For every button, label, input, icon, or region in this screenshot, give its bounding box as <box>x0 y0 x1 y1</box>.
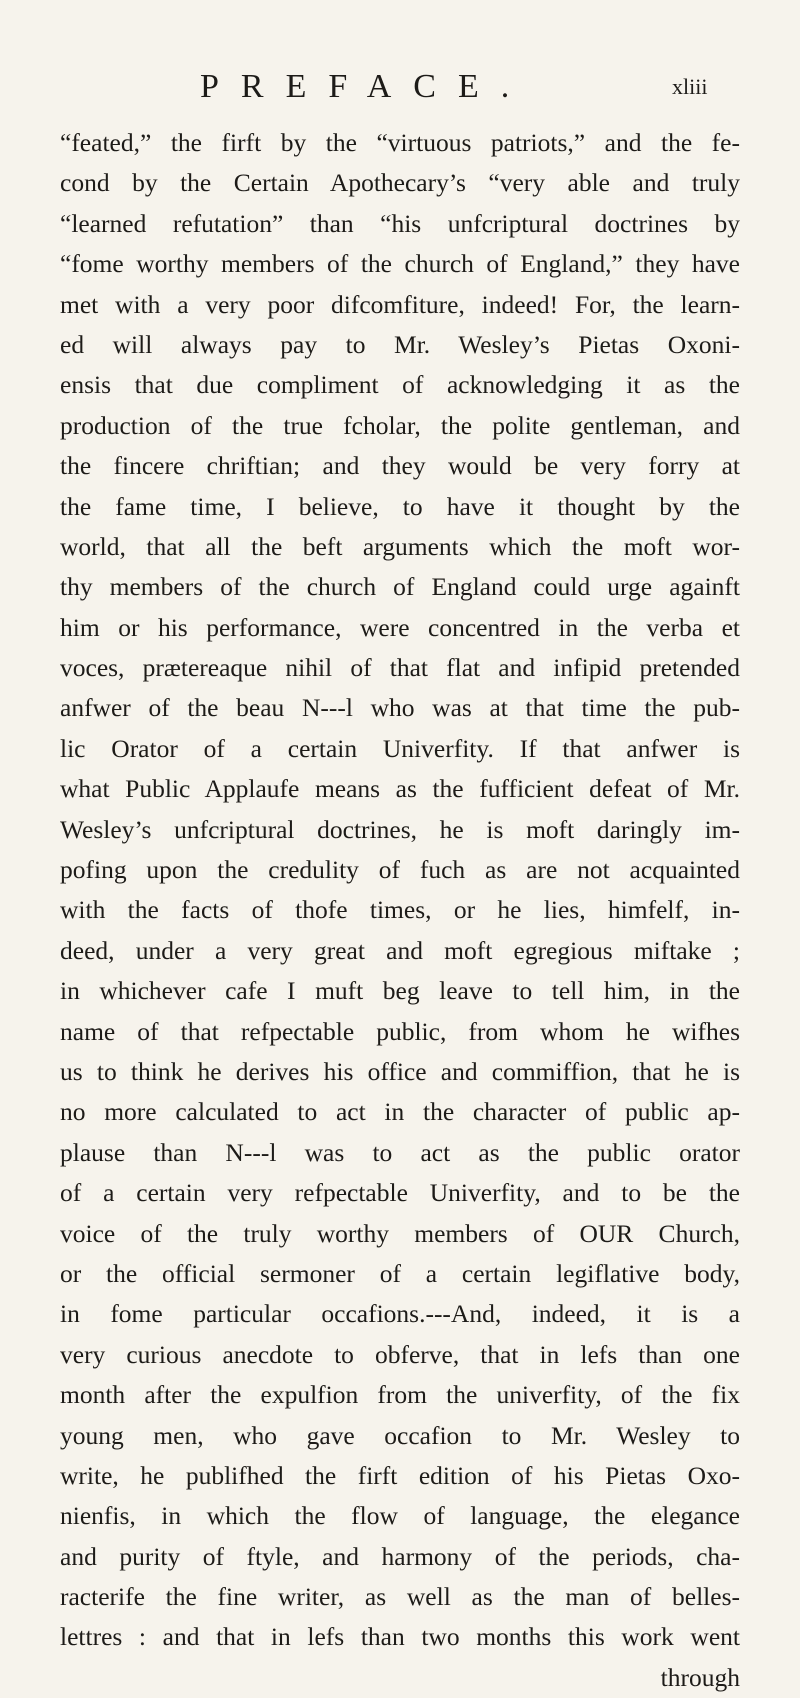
text-line: lettres : and that in lefs than two months this work went <box>60 1622 740 1652</box>
text-line: “feated,” the firft by the “virtuous patriots,” and the fe- <box>60 128 740 157</box>
text-line: young men, who gave occafion to Mr. Wesley to <box>60 1420 740 1450</box>
text-line: us to think he derives his office and commiffion, that he is <box>60 1056 740 1086</box>
text-line: lic Orator of a certain Univerfity. If that anfwer is <box>60 733 740 763</box>
text-line: with the facts of thofe times, or he lies, himfelf, in- <box>60 895 740 925</box>
running-head <box>200 68 760 104</box>
text-line: anfwer of the beau N---l who was at that time the pub- <box>60 693 740 723</box>
text-line: pofing upon the credulity of fuch as are not acquainted <box>60 855 740 885</box>
text-line: nienfis, in which the flow of language, the elegance <box>60 1501 740 1531</box>
text-line: ensis that due compliment of acknowledging it as the <box>60 370 740 400</box>
text-line: “learned refutation” than “his unfcriptural doctrines by <box>60 208 740 238</box>
text-line: deed, under a very great and moft egregious miftake ; <box>60 935 740 965</box>
catchword: through <box>660 1662 740 1692</box>
text-line: in fome particular occafions.---And, indeed, it is a <box>60 1299 740 1329</box>
text-line: voice of the truly worthy members of OUR Church, <box>60 1218 740 1248</box>
page-number: xliii <box>672 74 708 99</box>
text-line: thy members of the church of England could urge againft <box>60 572 740 602</box>
body-text <box>60 123 740 1698</box>
text-line: name of that refpectable public, from whom he wifhes <box>60 1016 740 1046</box>
running-title: PREFACE. <box>200 68 532 105</box>
text-line: “fome worthy members of the church of England,” they have <box>60 249 740 279</box>
text-line: cond by the Certain Apothecary’s “very able and truly <box>60 168 740 198</box>
text-line: ed will always pay to Mr. Wesley’s Pietas Oxoni- <box>60 329 740 359</box>
text-line: voces, prætereaque nihil of that flat and infipid pretended <box>60 653 740 683</box>
text-line: in whichever cafe I muft beg leave to tell him, in the <box>60 976 740 1006</box>
text-line: very curious anecdote to obferve, that in lefs than one <box>60 1339 740 1369</box>
text-line: write, he publifhed the firft edition of his Pietas Oxo- <box>60 1460 740 1490</box>
text-line: no more calculated to act in the character of public ap- <box>60 1097 740 1127</box>
text-line: of a certain very refpectable Univerfity, and to be the <box>60 1178 740 1208</box>
text-line: month after the expulfion from the univerfity, of the fix <box>60 1380 740 1410</box>
text-line: met with a very poor difcomfiture, indeed! For, the learn- <box>60 289 740 319</box>
text-line: the fincere chriftian; and they would be very forry at <box>60 451 740 481</box>
text-line: and purity of ftyle, and harmony of the periods, cha- <box>60 1541 740 1571</box>
text-line: world, that all the beft arguments which the moft wor- <box>60 531 740 561</box>
text-line: production of the true fcholar, the polite gentleman, and <box>60 410 740 440</box>
text-line: plause than N---l was to act as the public orator <box>60 1137 740 1167</box>
text-line: what Public Applaufe means as the fufficient defeat of Mr. <box>60 774 740 804</box>
text-line: or the official sermoner of a certain legiflative body, <box>60 1258 740 1288</box>
text-line: him or his performance, were concentred in the verba et <box>60 612 740 642</box>
text-line: Wesley’s unfcriptural doctrines, he is moft daringly im- <box>60 814 740 844</box>
text-line: racterife the fine writer, as well as the man of belles- <box>60 1582 740 1612</box>
text-line: the fame time, I believe, to have it thought by the <box>60 491 740 521</box>
